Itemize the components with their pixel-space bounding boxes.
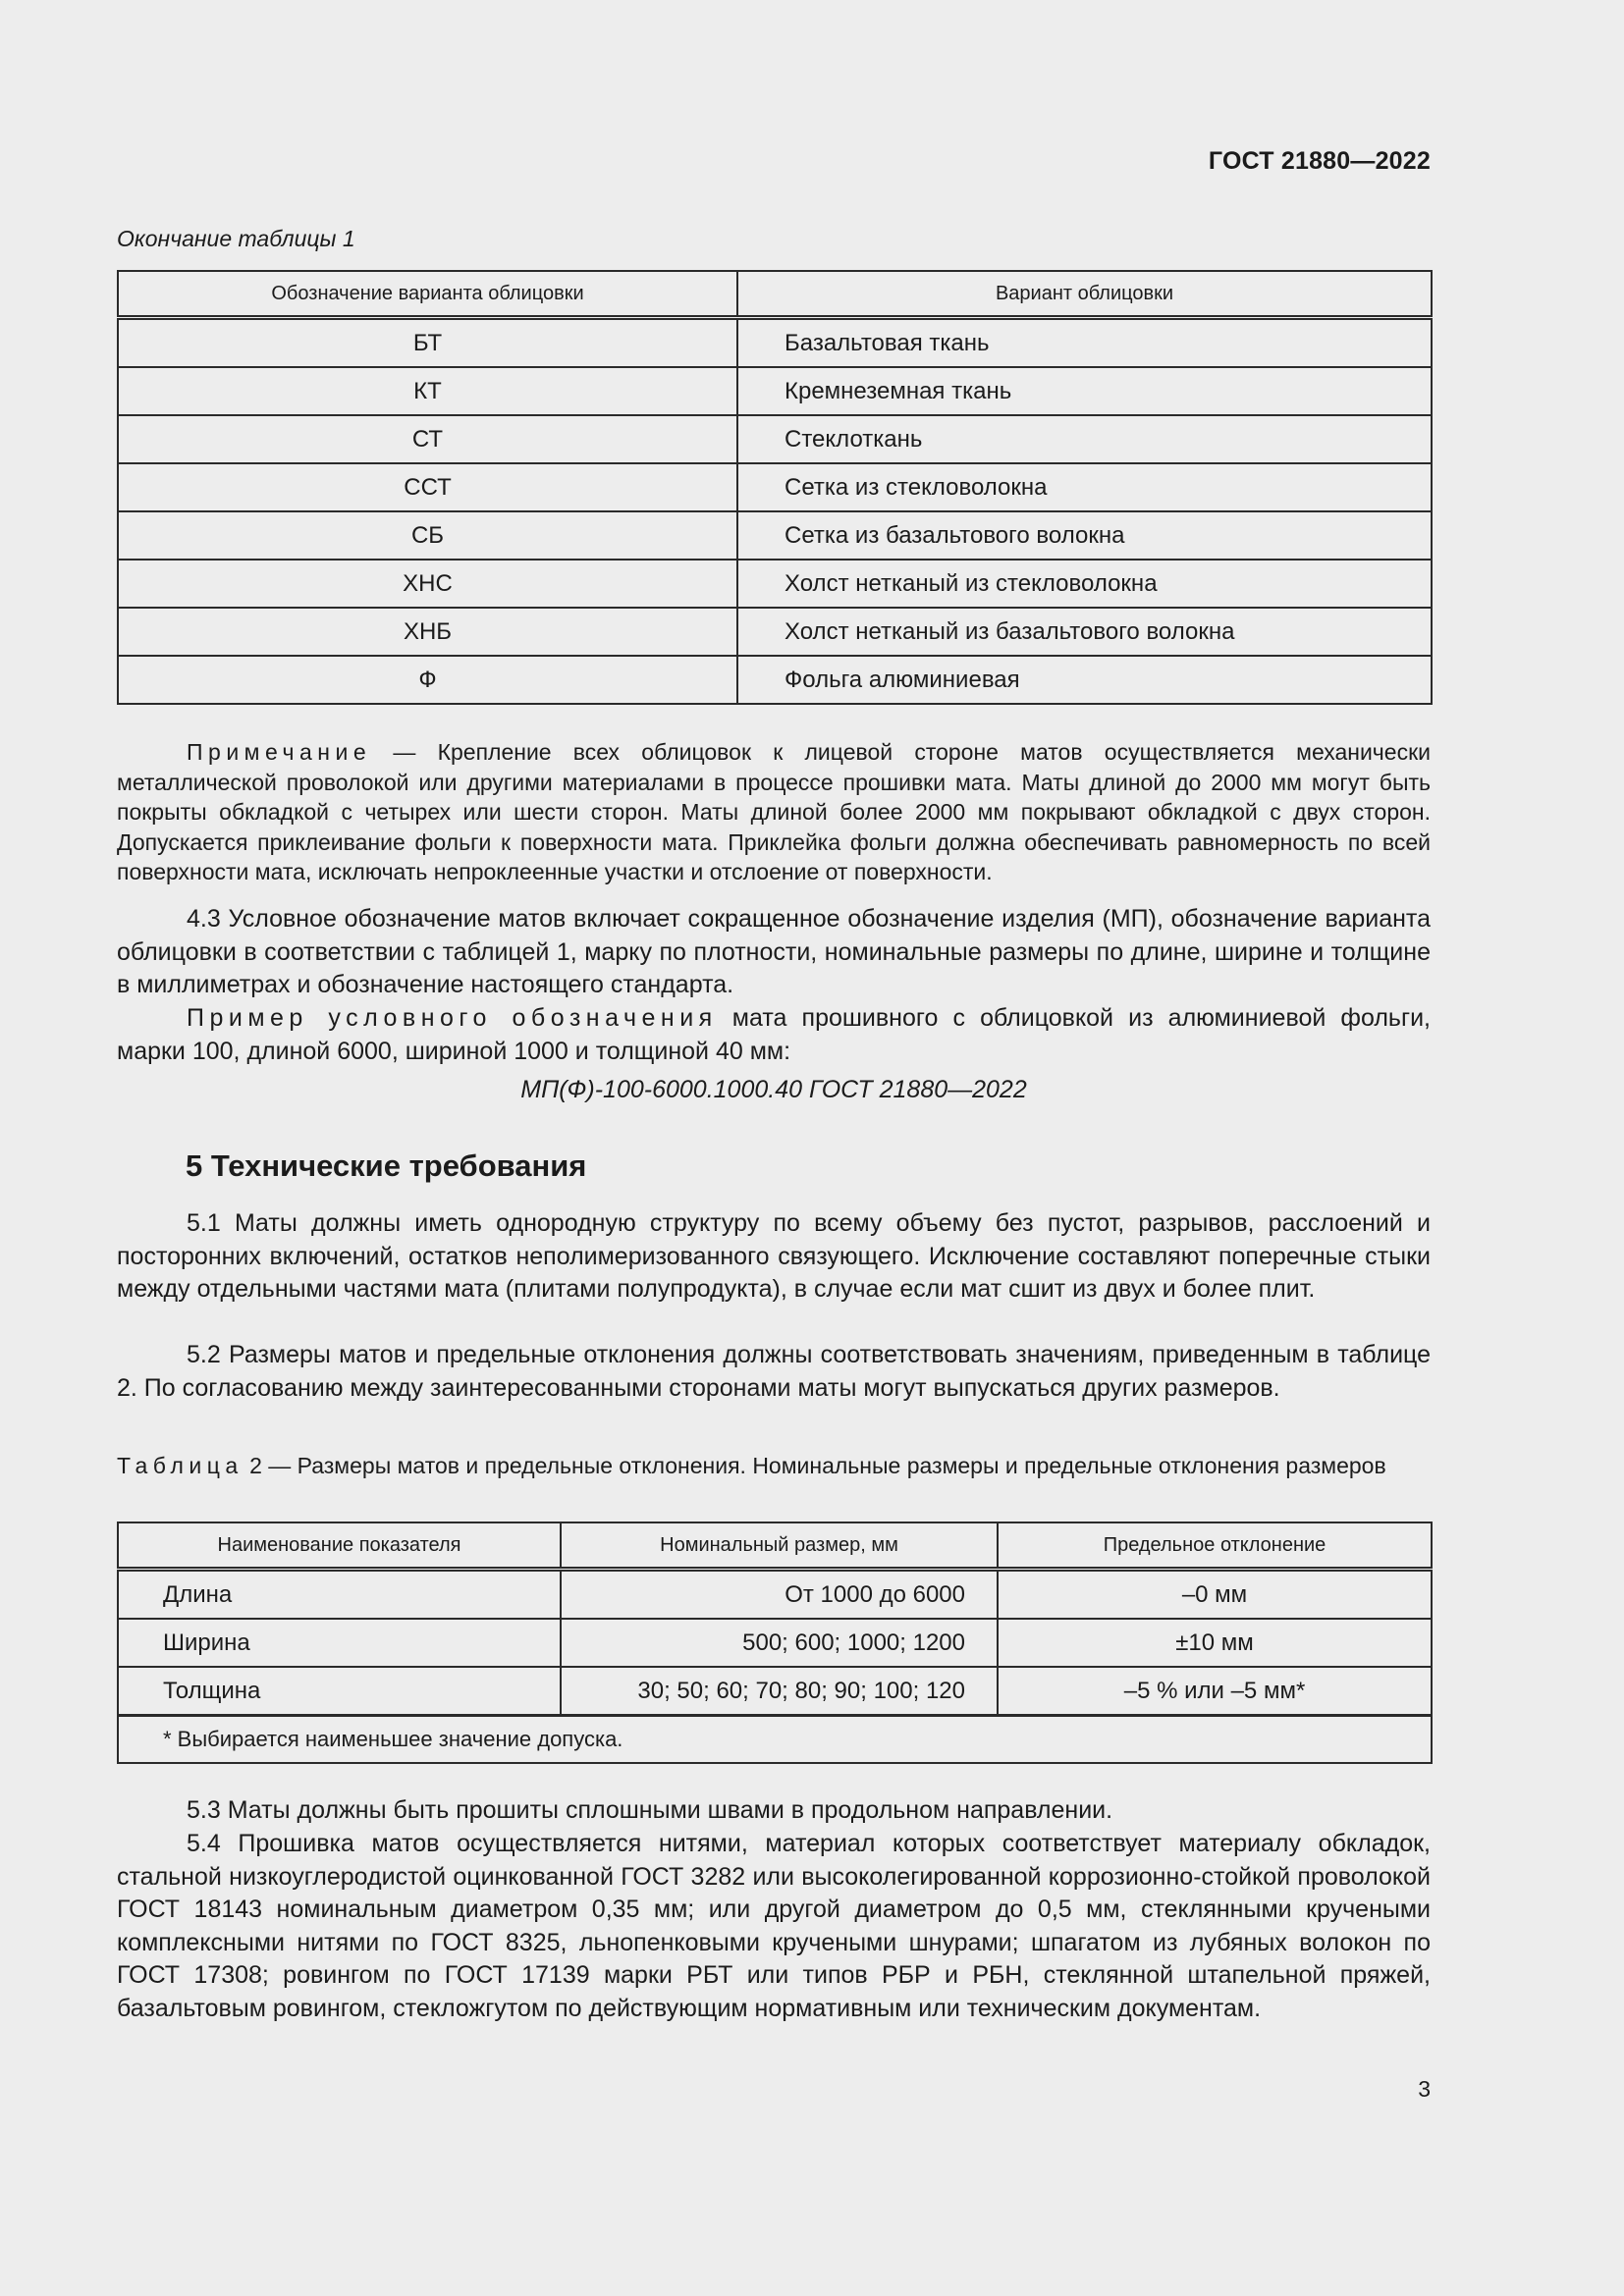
table2-cell-nominal: 30; 50; 60; 70; 80; 90; 100; 120 bbox=[561, 1667, 998, 1716]
clause-5-2: 5.2 Размеры матов и предельные отклонения должны соответствовать значениям, приведенным в таблице 2. По согласованию между заинтересованными сторонами маты могут выпускаться других размеров. bbox=[117, 1341, 1431, 1402]
table2-cell-indicator: Толщина bbox=[118, 1667, 561, 1716]
table1 bbox=[117, 270, 1433, 705]
table-row bbox=[118, 1619, 1432, 1667]
table2-header-nominal: Номинальный размер, мм bbox=[561, 1522, 998, 1570]
table1-cell-name: Холст нетканый из базальтового волокна bbox=[737, 608, 1432, 656]
table1-cell-code: ССТ bbox=[118, 463, 737, 511]
example-designation: МП(Ф)-100-6000.1000.40 ГОСТ 21880—2022 bbox=[520, 1076, 1027, 1103]
table1-cell-code: ХНБ bbox=[118, 608, 737, 656]
table1-cell-name: Холст нетканый из стекловолокна bbox=[737, 560, 1432, 608]
note-label: Примечание bbox=[187, 739, 372, 765]
table-row bbox=[118, 415, 1432, 463]
table-row bbox=[118, 511, 1432, 560]
table2-header-indicator: Наименование показателя bbox=[118, 1522, 561, 1570]
table-row bbox=[118, 463, 1432, 511]
table2-cell-indicator: Длина bbox=[118, 1570, 561, 1620]
table-row bbox=[118, 560, 1432, 608]
clause-4-3: 4.3 Условное обозначение матов включает сокращенное обозначение изделия (МП), обозначение варианта облицовки в соответствии с таблицей 1, марку по плотности, номинальные размеры по длине, ширине и толщине в миллиметрах и обозначение настоящего стандарта. bbox=[117, 905, 1431, 998]
table1-cell-name: Стеклоткань bbox=[737, 415, 1432, 463]
document-code-header: ГОСТ 21880—2022 bbox=[1208, 147, 1431, 175]
table2-caption bbox=[117, 1451, 1431, 1480]
table1-cell-code: Ф bbox=[118, 656, 737, 704]
table1-cell-name: Фольга алюминиевая bbox=[737, 656, 1432, 704]
table2 bbox=[117, 1522, 1433, 1764]
table-row bbox=[118, 1667, 1432, 1716]
table2-cell-deviation: –0 мм bbox=[998, 1570, 1432, 1620]
clause-5-1: 5.1 Маты должны иметь однородную структуру по всему объему без пустот, разрывов, расслоений и посторонних включений, остатков неполимеризованного связующего. Исключение составляют поперечные стыки между отдельными частями мата (плитами полупродукта), в случае если мат сшит из двух и более плит. bbox=[117, 1209, 1431, 1303]
table1-header-row bbox=[118, 271, 1432, 318]
table-row bbox=[118, 318, 1432, 368]
table1-cell-name: Базальтовая ткань bbox=[737, 318, 1432, 368]
example-label: Пример условного обозначения bbox=[187, 1004, 718, 1032]
table1-cell-code: БТ bbox=[118, 318, 737, 368]
example-text: мата прошивного с облицовкой из алюминиевой фольги, марки 100, длиной 6000, шириной 1000 и толщиной 40 мм: bbox=[117, 1004, 1431, 1065]
table2-footnote-row bbox=[118, 1716, 1432, 1764]
clause-5-3: 5.3 Маты должны быть прошиты сплошными швами в продольном направлении. bbox=[187, 1796, 1113, 1824]
table-row bbox=[118, 1570, 1432, 1620]
table1-cell-name: Сетка из стекловолокна bbox=[737, 463, 1432, 511]
section-5-title: 5 Технические требования bbox=[186, 1148, 587, 1183]
clause-5-4: 5.4 Прошивка матов осуществляется нитями, материал которых соответствует материалу обкладок, стальной низкоуглеродистой оцинкованной ГОСТ 3282 или высоколегированной коррозионно-стойкой проволокой ГОСТ 18143 номинальным диаметром 0,35 мм; или другой диаметром до 0,5 мм, стеклянными кручеными комплексными нитями по ГОСТ 8325, льнопенковыми кручеными шнурами; шпагатом из лубяных волокон по ГОСТ 17308; ровингом по ГОСТ 17139 марки РБТ или типов РБР и РБН, стеклянной штапельной пряжей, базальтовым ровингом, стекложгутом по действующим нормативным или техническим документам. bbox=[117, 1830, 1431, 2022]
table1-cell-name: Кремнеземная ткань bbox=[737, 367, 1432, 415]
note-text: — Крепление всех облицовок к лицевой стороне матов осуществляется механически металлической проволокой или другими материалами в процессе прошивки мата. Маты длиной до 2000 мм могут быть покрыты обкладкой с четырех или шести сторон. Маты длиной более 2000 мм покрывают обкладкой с двух сторон. Допускается приклеивание фольги к поверхности мата. Приклейка фольги должна обеспечивать равномерность по всей поверхности мата, исключать непроклеенные участки и отслоение от поверхности. bbox=[117, 739, 1431, 884]
table1-note bbox=[117, 737, 1431, 887]
designation-example bbox=[117, 1002, 1431, 1068]
table2-caption-label: Таблица bbox=[117, 1453, 244, 1478]
table1-cell-code: СТ bbox=[118, 415, 737, 463]
table2-cell-deviation: –5 % или –5 мм* bbox=[998, 1667, 1432, 1716]
table2-cell-nominal: От 1000 до 6000 bbox=[561, 1570, 998, 1620]
table1-cell-name: Сетка из базальтового волокна bbox=[737, 511, 1432, 560]
table1-cell-code: КТ bbox=[118, 367, 737, 415]
table1-continuation-caption: Окончание таблицы 1 bbox=[117, 226, 355, 251]
table1-cell-code: СБ bbox=[118, 511, 737, 560]
table2-cell-indicator: Ширина bbox=[118, 1619, 561, 1667]
table1-cell-code: ХНС bbox=[118, 560, 737, 608]
table1-header-name: Вариант облицовки bbox=[737, 271, 1432, 318]
table2-header-row bbox=[118, 1522, 1432, 1570]
table-row bbox=[118, 656, 1432, 704]
table2-cell-deviation: ±10 мм bbox=[998, 1619, 1432, 1667]
table2-footnote: * Выбирается наименьшее значение допуска. bbox=[118, 1716, 1432, 1764]
table1-header-code: Обозначение варианта облицовки bbox=[118, 271, 737, 318]
table2-caption-text: 2 — Размеры матов и предельные отклонения. Номинальные размеры и предельные отклонения размеров bbox=[243, 1453, 1386, 1478]
table-row bbox=[118, 608, 1432, 656]
table2-cell-nominal: 500; 600; 1000; 1200 bbox=[561, 1619, 998, 1667]
table-row bbox=[118, 367, 1432, 415]
table2-header-deviation: Предельное отклонение bbox=[998, 1522, 1432, 1570]
page-number: 3 bbox=[1418, 2076, 1431, 2102]
